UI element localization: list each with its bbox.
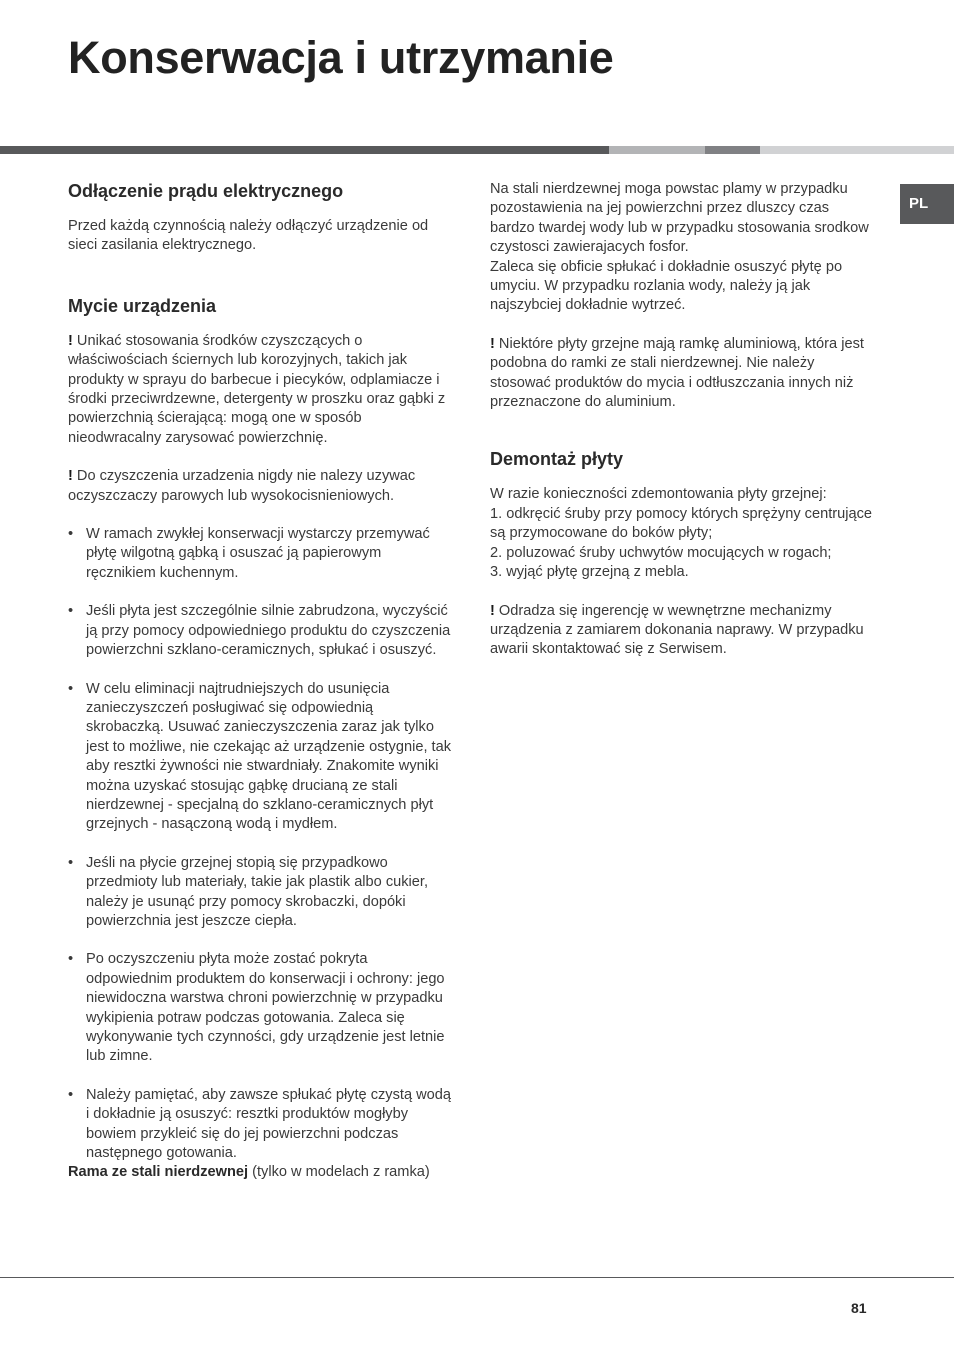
warning-abrasives-text: Unikać stosowania środków czyszczących o właściwościach ściernych lub korozyjnych, takich jak produkty w sprayu do barbecue i piecyków, odplamiacze i środki przeciwrdzewne, detergenty w proszku oraz gąbki z powierzchnią ścierającą: mogą one w sposób nieodwracalny zarysować powierzchnię. (68, 332, 446, 446)
left-column (68, 179, 453, 1183)
disassembly-step-2: 2. poluzować śruby uchwytów mocujących w rogach; (490, 544, 832, 561)
steel-frame-bold: Rama ze stali nierdzewnej (68, 1164, 249, 1181)
heading-cleaning: Mycie urządzenia (68, 295, 217, 316)
list-item: • Jeśli na płycie grzejnej stopią się przypadkowo przedmioty lub materiały, takie jak plastik albo cukier, należy je usunąć przy pomocy skrobaczki, dopóki powierzchnia jest jeszcze ciepła. (68, 854, 453, 932)
header-band-pale (760, 146, 954, 154)
warning-mark: ! (490, 335, 495, 352)
header-band-light (609, 146, 705, 154)
language-tab: PL (900, 184, 954, 224)
cleaning-bullet-list (68, 525, 453, 1163)
heading-power-disconnect: Odłączenie prądu elektrycznego (68, 181, 344, 201)
list-item: • W celu eliminacji najtrudniejszych do usunięcia zanieczyszczeń posługiwać się odpowiednią skrobaczką. Usuwać zanieczyszczenia zaraz jak tylko jest to możliwe, nie czekając aż urządzenie ostygnie, tak aby resztki żywności nie stwardniały. Znakomite wyniki można uzyskać stosując gąbkę drucianą ze stali nierdzewnej - specjalną do szklano-ceramicznych płyt grzejnych - nasączoną wodą i mydłem. (68, 680, 453, 835)
right-column (490, 180, 875, 660)
page-number: 81 (851, 1300, 867, 1316)
warning-steam-text: Do czyszczenia urzadzenia nigdy nie nalezy uzywac oczyszczaczy parowych lub wysokocisnieniowych. (68, 468, 416, 504)
disassembly-intro: W razie konieczności zdemontowania płyty grzejnej: (490, 486, 827, 503)
steel-frame-note: (tylko w modelach z ramka) (248, 1164, 430, 1181)
footer-rule (0, 1277, 954, 1278)
steel-stains-text: Na stali nierdzewnej moga powstac plamy w przypadku pozostawienia na jej powierzchni przez dluszcy czas bardzo twardej wody lub w przypadku stosowania srodkow czystosci zawierajacych fosfor. (490, 181, 869, 256)
warning-aluminium (490, 335, 875, 413)
disassembly-step-1: 1. odkręcić śruby przy pomocy których sprężyny centrujące są przymocowane do boków płyty; (490, 505, 873, 542)
warning-repair (490, 602, 875, 660)
warning-abrasives (68, 332, 453, 448)
warning-aluminium-text: Niektóre płyty grzejne mają ramkę aluminiową, która jest podobna do ramki ze stali nierdzewnej. Nie należy stosować produktów do mycia i odtłuszczania innych niż przeznaczone do aluminium. (490, 335, 864, 411)
steel-frame-subheading (68, 1163, 453, 1182)
steel-rinse-text: Zaleca się obficie spłukać i dokładnie osuszyć płytę po umyciu. W przypadku rozlania wody, należy ją jak najszybciej dokładnie wytrzeć. (490, 258, 843, 314)
power-disconnect-text: Przed każdą czynnością należy odłączyć urządzenie od sieci zasilania elektrycznego. (68, 218, 429, 254)
page-title: Konserwacja i utrzymanie (68, 32, 614, 83)
disassembly-step-3: 3. wyjąć płytę grzejną z mebla. (490, 564, 689, 581)
heading-disassembly: Demontaż płyty (490, 449, 624, 470)
list-item: • Po oczyszczeniu płyta może zostać pokryta odpowiednim produktem do konserwacji i ochrony: jego niewidoczna warstwa chroni powierzchnię w przypadku wykipienia potraw podczas gotowania. Zaleca się wykonywanie tych czynności, gdy urządzenie jest letnie lub zimne. (68, 950, 453, 1066)
header-band-dark (0, 146, 609, 154)
warning-mark: ! (68, 468, 73, 485)
warning-mark: ! (490, 602, 495, 619)
list-item: • Należy pamiętać, aby zawsze spłukać płytę czystą wodą i dokładnie ją osuszyć: resztki produktów mogłyby bowiem przykleić się do jej powierzchni podczas następnego gotowania. (68, 1086, 453, 1164)
list-item: • Jeśli płyta jest szczególnie silnie zabrudzona, wyczyścić ją przy pomocy odpowiedniego produktu do czyszczenia powierzchni szklano-ceramicznych, spłukać i osuszyć. (68, 602, 453, 660)
warning-mark: ! (68, 332, 73, 349)
warning-steam (68, 467, 453, 506)
header-band-mid (705, 146, 760, 154)
list-item: • W ramach zwykłej konserwacji wystarczy przemywać płytę wilgotną gąbką i osuszać ją papierowym ręcznikiem kuchennym. (68, 525, 453, 583)
warning-repair-text: Odradza się ingerencję w wewnętrzne mechanizmy urządzenia z zamiarem dokonania naprawy. W przypadku awarii skontaktować się z Serwisem. (490, 602, 864, 658)
